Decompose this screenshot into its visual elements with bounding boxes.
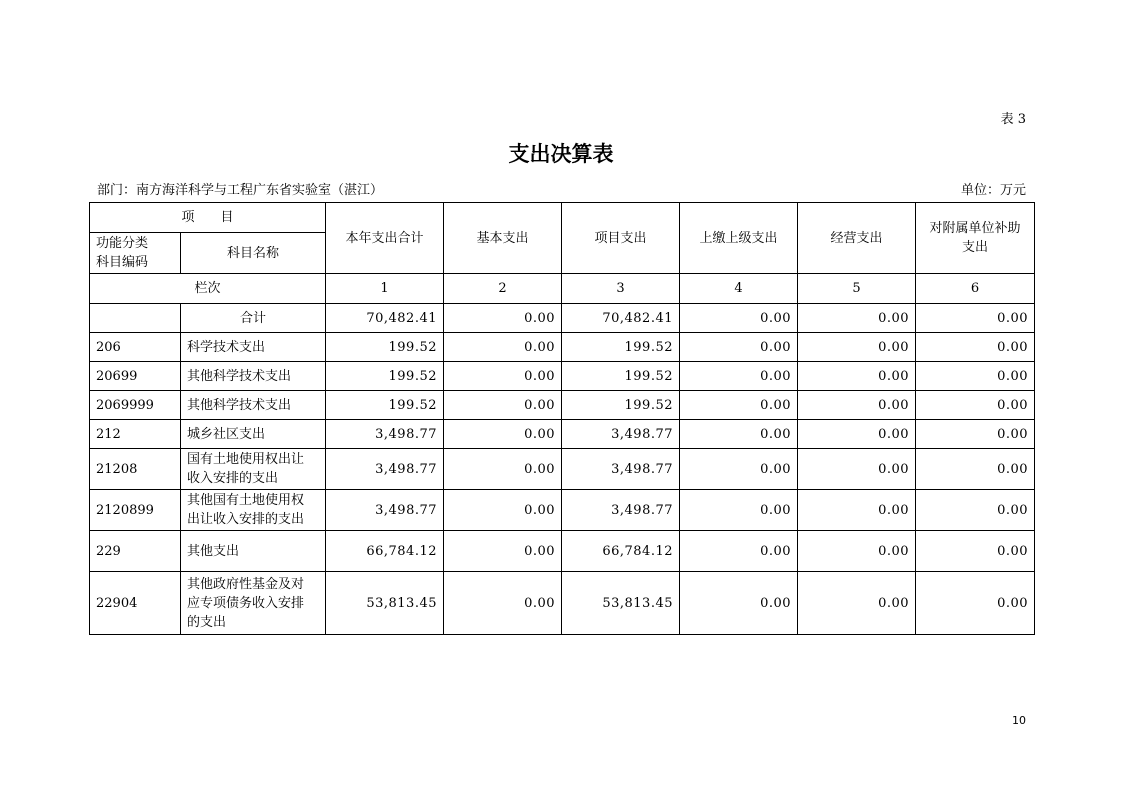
row-value-cell: 0.00 xyxy=(798,490,916,531)
row-value-cell: 53,813.45 xyxy=(326,572,444,635)
row-code-cell: 21208 xyxy=(90,449,181,490)
table-number-label: 表 3 xyxy=(1000,112,1026,127)
row-value-cell: 0.00 xyxy=(680,391,798,420)
header-name: 科目名称 xyxy=(181,233,326,274)
row-value-cell: 0.00 xyxy=(680,420,798,449)
row-value-cell: 199.52 xyxy=(326,362,444,391)
row-name-cell: 其他政府性基金及对 应专项债务收入安排 的支出 xyxy=(181,572,326,635)
row-value-cell: 3,498.77 xyxy=(326,490,444,531)
row-code-cell: 2069999 xyxy=(90,391,181,420)
row-value-cell: 0.00 xyxy=(680,572,798,635)
table-row xyxy=(90,490,1035,531)
header-col-project: 项目支出 xyxy=(562,203,680,274)
row-value-cell: 0.00 xyxy=(798,362,916,391)
row-name-cell: 城乡社区支出 xyxy=(181,420,326,449)
table-row xyxy=(90,531,1035,572)
row-value-cell: 0.00 xyxy=(444,362,562,391)
page-number: 10 xyxy=(1012,714,1026,727)
row-value-cell: 3,498.77 xyxy=(562,420,680,449)
table-body xyxy=(90,304,1035,635)
row-value-cell: 0.00 xyxy=(798,420,916,449)
row-value-cell: 0.00 xyxy=(916,420,1035,449)
row-code-cell xyxy=(90,304,181,333)
table-row xyxy=(90,391,1035,420)
row-value-cell: 53,813.45 xyxy=(562,572,680,635)
column-number: 5 xyxy=(798,274,916,304)
row-name-cell: 合计 xyxy=(181,304,326,333)
row-code-cell: 212 xyxy=(90,420,181,449)
row-value-cell: 199.52 xyxy=(562,333,680,362)
header-item: 项 目 xyxy=(90,203,326,233)
row-value-cell: 0.00 xyxy=(916,304,1035,333)
header-code: 功能分类 科目编码 xyxy=(90,233,181,274)
row-code-cell: 20699 xyxy=(90,362,181,391)
row-value-cell: 0.00 xyxy=(916,531,1035,572)
row-code-cell: 229 xyxy=(90,531,181,572)
row-value-cell: 0.00 xyxy=(680,531,798,572)
header-col-business: 经营支出 xyxy=(798,203,916,274)
row-value-cell: 0.00 xyxy=(444,420,562,449)
row-value-cell: 0.00 xyxy=(680,333,798,362)
table-row xyxy=(90,449,1035,490)
page-title: 支出决算表 xyxy=(508,142,614,166)
unit-label: 单位：万元 xyxy=(960,183,1026,198)
row-name-cell: 科学技术支出 xyxy=(181,333,326,362)
row-value-cell: 3,498.77 xyxy=(562,449,680,490)
row-value-cell: 0.00 xyxy=(444,304,562,333)
row-value-cell: 66,784.12 xyxy=(562,531,680,572)
row-value-cell: 0.00 xyxy=(916,449,1035,490)
row-value-cell: 0.00 xyxy=(916,490,1035,531)
row-value-cell: 66,784.12 xyxy=(326,531,444,572)
row-name-cell: 国有土地使用权出让 收入安排的支出 xyxy=(181,449,326,490)
header-col-subsidy: 对附属单位补助 支出 xyxy=(916,203,1035,274)
row-value-cell: 0.00 xyxy=(916,572,1035,635)
column-number: 2 xyxy=(444,274,562,304)
row-code-cell: 206 xyxy=(90,333,181,362)
row-value-cell: 0.00 xyxy=(798,391,916,420)
row-value-cell: 3,498.77 xyxy=(562,490,680,531)
row-value-cell: 3,498.77 xyxy=(326,449,444,490)
row-name-cell: 其他国有土地使用权 出让收入安排的支出 xyxy=(181,490,326,531)
row-value-cell: 0.00 xyxy=(680,449,798,490)
row-value-cell: 0.00 xyxy=(916,362,1035,391)
column-number: 6 xyxy=(916,274,1035,304)
row-value-cell: 70,482.41 xyxy=(562,304,680,333)
row-value-cell: 0.00 xyxy=(680,304,798,333)
row-value-cell: 0.00 xyxy=(444,333,562,362)
row-value-cell: 0.00 xyxy=(798,333,916,362)
header-col-total: 本年支出合计 xyxy=(326,203,444,274)
row-name-cell: 其他支出 xyxy=(181,531,326,572)
column-number-label: 栏次 xyxy=(90,274,326,304)
column-number: 1 xyxy=(326,274,444,304)
header-col-basic: 基本支出 xyxy=(444,203,562,274)
row-value-cell: 199.52 xyxy=(326,333,444,362)
table-row xyxy=(90,420,1035,449)
table-row xyxy=(90,304,1035,333)
row-value-cell: 0.00 xyxy=(680,362,798,391)
row-value-cell: 0.00 xyxy=(798,449,916,490)
row-value-cell: 0.00 xyxy=(916,391,1035,420)
row-value-cell: 0.00 xyxy=(444,391,562,420)
row-name-cell: 其他科学技术支出 xyxy=(181,362,326,391)
row-value-cell: 0.00 xyxy=(798,531,916,572)
row-value-cell: 0.00 xyxy=(444,449,562,490)
row-value-cell: 199.52 xyxy=(326,391,444,420)
row-value-cell: 0.00 xyxy=(444,490,562,531)
table-row xyxy=(90,572,1035,635)
row-value-cell: 0.00 xyxy=(680,490,798,531)
row-value-cell: 70,482.41 xyxy=(326,304,444,333)
row-value-cell: 0.00 xyxy=(798,304,916,333)
row-code-cell: 22904 xyxy=(90,572,181,635)
row-value-cell: 0.00 xyxy=(916,333,1035,362)
table-row xyxy=(90,362,1035,391)
department-label: 部门：南方海洋科学与工程广东省实验室（湛江） xyxy=(97,183,384,198)
row-value-cell: 199.52 xyxy=(562,391,680,420)
row-value-cell: 0.00 xyxy=(444,572,562,635)
row-code-cell: 2120899 xyxy=(90,490,181,531)
column-number: 4 xyxy=(680,274,798,304)
table-row xyxy=(90,333,1035,362)
column-number: 3 xyxy=(562,274,680,304)
row-name-cell: 其他科学技术支出 xyxy=(181,391,326,420)
header-col-upper: 上缴上级支出 xyxy=(680,203,798,274)
row-value-cell: 0.00 xyxy=(798,572,916,635)
row-value-cell: 199.52 xyxy=(562,362,680,391)
expenditure-table xyxy=(89,202,1035,635)
row-value-cell: 0.00 xyxy=(444,531,562,572)
row-value-cell: 3,498.77 xyxy=(326,420,444,449)
